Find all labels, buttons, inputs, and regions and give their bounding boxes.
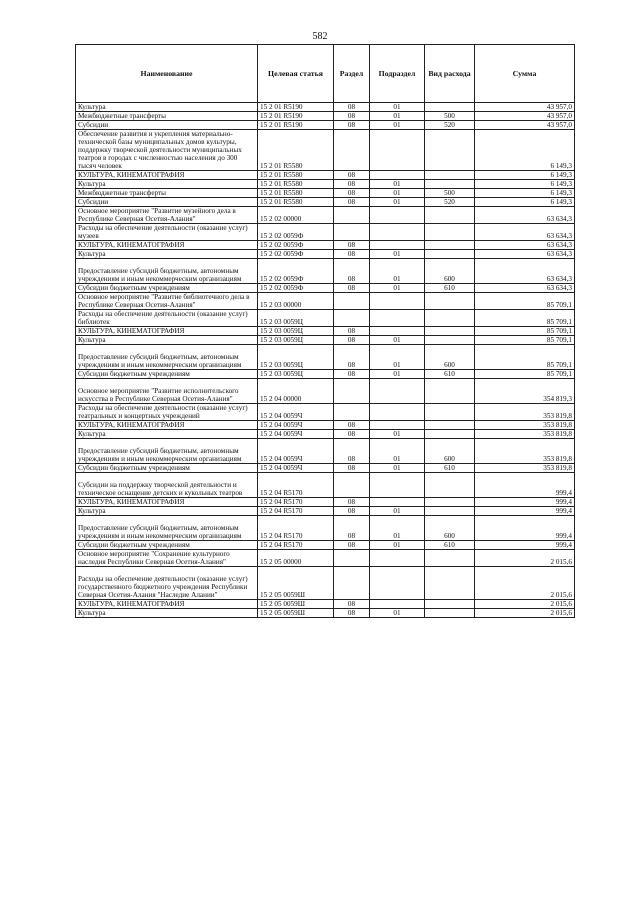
cell-name: Культура	[76, 609, 258, 618]
cell-target-article: 15 2 04 0059Ч	[258, 439, 334, 464]
table-row	[76, 464, 575, 473]
table-row	[76, 180, 575, 189]
cell-expense-type	[425, 600, 475, 609]
cell-section: 08	[334, 336, 370, 345]
cell-sum: 85 709,1	[475, 336, 575, 345]
cell-section: 08	[334, 370, 370, 379]
header-section: Раздел	[334, 45, 370, 103]
cell-expense-type	[425, 498, 475, 507]
cell-name: Субсидии на поддержку творческой деятельности и техническое оснащение детских и кукольных театров	[76, 473, 258, 498]
cell-section: 08	[334, 112, 370, 121]
table-row	[76, 567, 575, 600]
cell-name: Расходы на обеспечение деятельности (оказание услуг) библиотек	[76, 310, 258, 327]
cell-expense-type	[425, 171, 475, 180]
cell-subsection: 01	[370, 541, 425, 550]
cell-target-article: 15 2 04 R5170	[258, 473, 334, 498]
cell-subsection: 01	[370, 439, 425, 464]
cell-subsection	[370, 171, 425, 180]
cell-name: Культура	[76, 507, 258, 516]
cell-name: КУЛЬТУРА, КИНЕМАТОГРАФИЯ	[76, 600, 258, 609]
cell-expense-type	[425, 241, 475, 250]
cell-name: Культура	[76, 180, 258, 189]
cell-section	[334, 567, 370, 600]
cell-subsection: 01	[370, 103, 425, 112]
cell-sum: 6 149,3	[475, 180, 575, 189]
cell-target-article: 15 2 04 0059Ч	[258, 464, 334, 473]
cell-target-article: 15 2 01 R5580	[258, 198, 334, 207]
cell-target-article: 15 2 04 R5170	[258, 541, 334, 550]
cell-target-article: 15 2 05 00000	[258, 550, 334, 567]
cell-target-article: 15 2 03 0059Ц	[258, 336, 334, 345]
table-row	[76, 379, 575, 404]
cell-name: Предоставление субсидий бюджетным, автономным учреждениям и иным некоммерческим организациям	[76, 439, 258, 464]
header-name: Наименование	[76, 45, 258, 103]
table-row	[76, 310, 575, 327]
cell-expense-type: 610	[425, 541, 475, 550]
cell-sum: 353 819,8	[475, 464, 575, 473]
cell-target-article: 15 2 05 0059Ш	[258, 609, 334, 618]
cell-target-article: 15 2 02 00000	[258, 207, 334, 224]
cell-sum: 353 819,8	[475, 421, 575, 430]
cell-subsection: 01	[370, 516, 425, 541]
cell-target-article: 15 2 04 0059Ч	[258, 430, 334, 439]
cell-sum: 63 634,3	[475, 259, 575, 284]
cell-sum: 63 634,3	[475, 250, 575, 259]
cell-sum: 63 634,3	[475, 284, 575, 293]
cell-subsection: 01	[370, 259, 425, 284]
table-row	[76, 130, 575, 171]
cell-section: 08	[334, 541, 370, 550]
cell-subsection	[370, 241, 425, 250]
cell-expense-type: 520	[425, 121, 475, 130]
table-row	[76, 370, 575, 379]
budget-table	[75, 44, 575, 618]
cell-section: 08	[334, 241, 370, 250]
cell-expense-type	[425, 250, 475, 259]
table-row	[76, 121, 575, 130]
table-row	[76, 421, 575, 430]
table-row	[76, 327, 575, 336]
cell-subsection	[370, 550, 425, 567]
cell-name: Межбюджетные трансферты	[76, 112, 258, 121]
cell-target-article: 15 2 01 R5190	[258, 112, 334, 121]
cell-section: 08	[334, 507, 370, 516]
cell-subsection: 01	[370, 250, 425, 259]
cell-sum: 2 015,6	[475, 567, 575, 600]
cell-expense-type	[425, 507, 475, 516]
cell-name: Субсидии бюджетным учреждениям	[76, 284, 258, 293]
cell-subsection: 01	[370, 284, 425, 293]
table-row	[76, 541, 575, 550]
cell-expense-type: 600	[425, 516, 475, 541]
cell-sum: 6 149,3	[475, 171, 575, 180]
header-sum: Сумма	[475, 45, 575, 103]
cell-target-article: 15 2 03 00000	[258, 293, 334, 310]
cell-expense-type	[425, 293, 475, 310]
cell-subsection	[370, 567, 425, 600]
cell-subsection: 01	[370, 507, 425, 516]
cell-sum: 353 819,8	[475, 404, 575, 421]
cell-section	[334, 550, 370, 567]
cell-sum: 999,4	[475, 541, 575, 550]
cell-name: Культура	[76, 430, 258, 439]
table-row	[76, 103, 575, 112]
cell-section: 08	[334, 259, 370, 284]
cell-sum: 6 149,3	[475, 189, 575, 198]
cell-section: 08	[334, 189, 370, 198]
table-row	[76, 259, 575, 284]
cell-expense-type: 500	[425, 189, 475, 198]
cell-name: Субсидии	[76, 121, 258, 130]
table-row	[76, 250, 575, 259]
cell-expense-type	[425, 609, 475, 618]
cell-sum: 43 957,0	[475, 103, 575, 112]
cell-name: Обеспечение развития и укрепления материально-технической базы муниципальных домов культуры, поддержку творческой деятельности муниципальных театров в городах с численностью населения до 300 тысяч человек	[76, 130, 258, 171]
cell-name: Культура	[76, 103, 258, 112]
cell-name: Основное мероприятие "Развитие исполнительского искусства в Республике Северная Осетия-Алания"	[76, 379, 258, 404]
cell-name: Расходы на обеспечение деятельности (оказание услуг) государственного бюджетного учреждения Республики Северная Осетия-Алания "Наследие Алании"	[76, 567, 258, 600]
table-body	[76, 103, 575, 618]
cell-subsection: 01	[370, 370, 425, 379]
cell-section: 08	[334, 327, 370, 336]
cell-subsection	[370, 498, 425, 507]
cell-expense-type	[425, 550, 475, 567]
cell-subsection: 01	[370, 112, 425, 121]
table-row	[76, 439, 575, 464]
cell-section: 08	[334, 250, 370, 259]
cell-name: Субсидии бюджетным учреждениям	[76, 541, 258, 550]
cell-subsection	[370, 600, 425, 609]
cell-sum: 85 709,1	[475, 310, 575, 327]
cell-subsection	[370, 310, 425, 327]
cell-expense-type	[425, 430, 475, 439]
cell-subsection: 01	[370, 345, 425, 370]
cell-target-article: 15 2 02 0059Ф	[258, 250, 334, 259]
cell-section: 08	[334, 600, 370, 609]
cell-sum: 63 634,3	[475, 241, 575, 250]
cell-section: 08	[334, 103, 370, 112]
cell-name: Субсидии	[76, 198, 258, 207]
cell-expense-type	[425, 421, 475, 430]
cell-name: КУЛЬТУРА, КИНЕМАТОГРАФИЯ	[76, 241, 258, 250]
table-row	[76, 207, 575, 224]
table-row	[76, 600, 575, 609]
cell-expense-type	[425, 180, 475, 189]
cell-sum: 6 149,3	[475, 198, 575, 207]
cell-expense-type	[425, 379, 475, 404]
cell-section	[334, 473, 370, 498]
page-number: 582	[312, 31, 328, 42]
cell-sum: 43 957,0	[475, 112, 575, 121]
cell-target-article: 15 2 02 0059Ф	[258, 259, 334, 284]
cell-target-article: 15 2 04 R5170	[258, 516, 334, 541]
cell-sum: 85 709,1	[475, 345, 575, 370]
cell-section	[334, 224, 370, 241]
cell-target-article: 15 2 03 0059Ц	[258, 345, 334, 370]
cell-name: КУЛЬТУРА, КИНЕМАТОГРАФИЯ	[76, 498, 258, 507]
cell-target-article: 15 2 01 R5580	[258, 130, 334, 171]
cell-subsection: 01	[370, 609, 425, 618]
cell-target-article: 15 2 04 R5170	[258, 498, 334, 507]
cell-section: 08	[334, 180, 370, 189]
cell-name: Культура	[76, 250, 258, 259]
cell-subsection	[370, 327, 425, 336]
cell-subsection: 01	[370, 180, 425, 189]
header-subsection: Подраздел	[370, 45, 425, 103]
header-target-article: Целевая статья	[258, 45, 334, 103]
cell-sum: 2 015,6	[475, 609, 575, 618]
table-row	[76, 293, 575, 310]
cell-expense-type: 610	[425, 464, 475, 473]
table-row	[76, 171, 575, 180]
cell-section: 08	[334, 284, 370, 293]
cell-section: 08	[334, 439, 370, 464]
cell-subsection	[370, 207, 425, 224]
cell-subsection	[370, 473, 425, 498]
table-row	[76, 516, 575, 541]
cell-name: Культура	[76, 336, 258, 345]
cell-section: 08	[334, 198, 370, 207]
cell-name: Субсидии бюджетным учреждениям	[76, 464, 258, 473]
cell-section: 08	[334, 516, 370, 541]
cell-sum: 63 634,3	[475, 224, 575, 241]
cell-expense-type: 600	[425, 439, 475, 464]
cell-subsection: 01	[370, 464, 425, 473]
cell-expense-type: 610	[425, 370, 475, 379]
cell-section	[334, 379, 370, 404]
cell-target-article: 15 2 05 0059Ш	[258, 567, 334, 600]
cell-target-article: 15 2 01 R5190	[258, 121, 334, 130]
cell-expense-type: 600	[425, 259, 475, 284]
cell-subsection: 01	[370, 198, 425, 207]
cell-section: 08	[334, 121, 370, 130]
cell-name: КУЛЬТУРА, КИНЕМАТОГРАФИЯ	[76, 421, 258, 430]
cell-name: Расходы на обеспечение деятельности (оказание услуг) музеев	[76, 224, 258, 241]
cell-expense-type	[425, 327, 475, 336]
cell-section	[334, 293, 370, 310]
cell-section: 08	[334, 421, 370, 430]
cell-target-article: 15 2 02 0059Ф	[258, 284, 334, 293]
cell-expense-type	[425, 103, 475, 112]
table-row	[76, 189, 575, 198]
cell-name: Расходы на обеспечение деятельности (оказание услуг) театральных и концертных учреждений	[76, 404, 258, 421]
cell-name: Межбюджетные трансферты	[76, 189, 258, 198]
table-row	[76, 112, 575, 121]
table-row	[76, 224, 575, 241]
cell-subsection	[370, 293, 425, 310]
table-row	[76, 498, 575, 507]
cell-subsection	[370, 379, 425, 404]
cell-expense-type: 610	[425, 284, 475, 293]
cell-section: 08	[334, 430, 370, 439]
cell-expense-type: 500	[425, 112, 475, 121]
cell-sum: 6 149,3	[475, 130, 575, 171]
cell-section: 08	[334, 464, 370, 473]
cell-section	[334, 310, 370, 327]
cell-expense-type	[425, 207, 475, 224]
cell-expense-type	[425, 224, 475, 241]
cell-section	[334, 207, 370, 224]
cell-expense-type	[425, 130, 475, 171]
cell-target-article: 15 2 01 R5190	[258, 103, 334, 112]
table-row	[76, 336, 575, 345]
cell-expense-type: 520	[425, 198, 475, 207]
table-row	[76, 404, 575, 421]
table-row	[76, 507, 575, 516]
cell-target-article: 15 2 01 R5580	[258, 180, 334, 189]
cell-name: КУЛЬТУРА, КИНЕМАТОГРАФИЯ	[76, 171, 258, 180]
cell-name: Предоставление субсидий бюджетным, автономным учреждениям и иным некоммерческим организациям	[76, 259, 258, 284]
cell-subsection	[370, 421, 425, 430]
cell-target-article: 15 2 03 0059Ц	[258, 327, 334, 336]
cell-sum: 354 819,3	[475, 379, 575, 404]
cell-section: 08	[334, 609, 370, 618]
cell-expense-type	[425, 473, 475, 498]
cell-sum: 999,4	[475, 516, 575, 541]
header-expense-type: Вид расхода	[425, 45, 475, 103]
cell-target-article: 15 2 05 0059Ш	[258, 600, 334, 609]
cell-section	[334, 130, 370, 171]
cell-sum: 85 709,1	[475, 293, 575, 310]
cell-name: КУЛЬТУРА, КИНЕМАТОГРАФИЯ	[76, 327, 258, 336]
cell-subsection	[370, 404, 425, 421]
cell-sum: 63 634,3	[475, 207, 575, 224]
table-row	[76, 430, 575, 439]
cell-sum: 999,4	[475, 507, 575, 516]
cell-target-article: 15 2 02 0059Ф	[258, 224, 334, 241]
cell-subsection: 01	[370, 336, 425, 345]
cell-subsection: 01	[370, 189, 425, 198]
cell-expense-type	[425, 310, 475, 327]
cell-sum: 999,4	[475, 473, 575, 498]
cell-subsection	[370, 130, 425, 171]
cell-target-article: 15 2 04 0059Ч	[258, 421, 334, 430]
cell-section: 08	[334, 171, 370, 180]
cell-section: 08	[334, 498, 370, 507]
table-row	[76, 473, 575, 498]
cell-sum: 353 819,8	[475, 430, 575, 439]
cell-target-article: 15 2 02 0059Ф	[258, 241, 334, 250]
table-row	[76, 241, 575, 250]
table-row	[76, 345, 575, 370]
cell-name: Предоставление субсидий бюджетным, автономным учреждениям и иным некоммерческим организациям	[76, 345, 258, 370]
cell-sum: 353 819,8	[475, 439, 575, 464]
table-row	[76, 284, 575, 293]
cell-subsection: 01	[370, 121, 425, 130]
cell-expense-type: 600	[425, 345, 475, 370]
cell-name: Основное мероприятие "Сохранение культурного наследия Республики Северная Осетия-Алания"	[76, 550, 258, 567]
cell-expense-type	[425, 404, 475, 421]
cell-target-article: 15 2 04 R5170	[258, 507, 334, 516]
cell-sum: 2 015,6	[475, 550, 575, 567]
cell-subsection	[370, 224, 425, 241]
cell-expense-type	[425, 567, 475, 600]
cell-target-article: 15 2 03 0059Ц	[258, 310, 334, 327]
table-row	[76, 198, 575, 207]
cell-section: 08	[334, 345, 370, 370]
cell-name: Предоставление субсидий бюджетным, автономным учреждениям и иным некоммерческим организациям	[76, 516, 258, 541]
cell-name: Основное мероприятие "Развитие библиотечного дела в Республике Северная Осетия-Алания"	[76, 293, 258, 310]
cell-target-article: 15 2 01 R5580	[258, 189, 334, 198]
cell-name: Субсидии бюджетным учреждениям	[76, 370, 258, 379]
cell-sum: 2 015,6	[475, 600, 575, 609]
cell-target-article: 15 2 04 0059Ч	[258, 404, 334, 421]
cell-sum: 999,4	[475, 498, 575, 507]
cell-section	[334, 404, 370, 421]
cell-name: Основное мероприятие "Развитие музейного дела в Республике Северная Осетия-Алания"	[76, 207, 258, 224]
cell-sum: 85 709,1	[475, 370, 575, 379]
table-row	[76, 550, 575, 567]
table-header-row	[76, 45, 575, 103]
cell-target-article: 15 2 01 R5580	[258, 171, 334, 180]
cell-target-article: 15 2 03 0059Ц	[258, 370, 334, 379]
cell-target-article: 15 2 04 00000	[258, 379, 334, 404]
cell-sum: 43 957,0	[475, 121, 575, 130]
cell-sum: 85 709,1	[475, 327, 575, 336]
table-row	[76, 609, 575, 618]
cell-subsection: 01	[370, 430, 425, 439]
cell-expense-type	[425, 336, 475, 345]
